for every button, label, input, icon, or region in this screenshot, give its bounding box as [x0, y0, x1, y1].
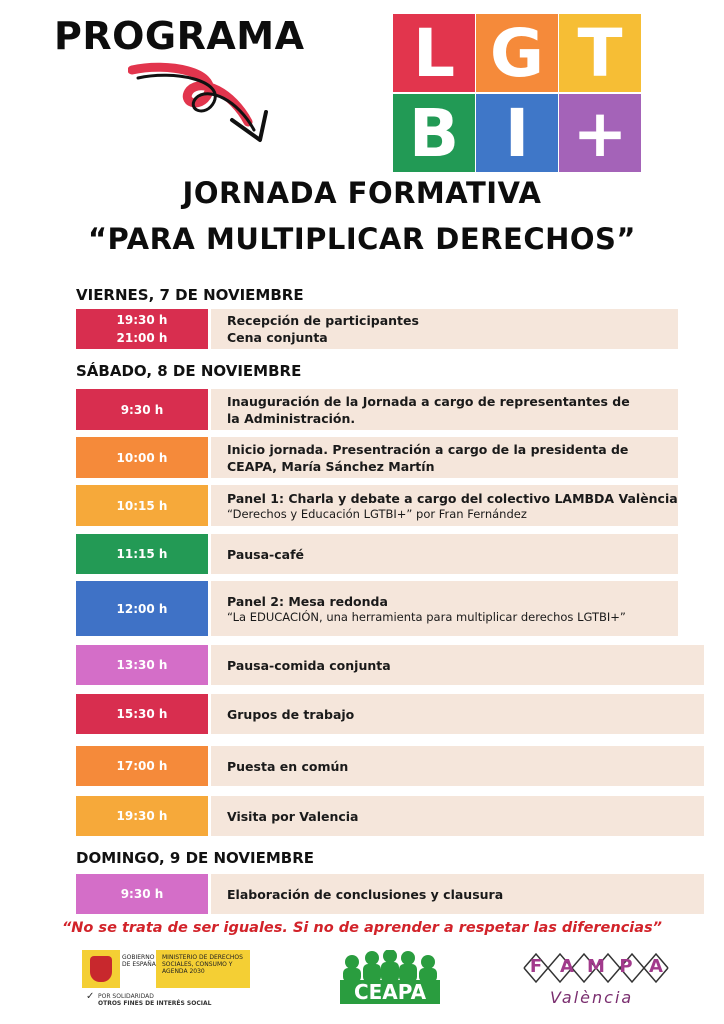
activity-box [211, 694, 704, 734]
time-label: 10:15 h [116, 498, 168, 513]
fampa-city: València [550, 988, 634, 1007]
activity-text: Recepción de participantes [227, 313, 419, 328]
time-box [76, 746, 208, 786]
schedule-row [76, 437, 678, 478]
logo-letter-g: G [476, 14, 558, 92]
activity-box [211, 437, 678, 478]
fampa-logo [522, 950, 670, 1014]
logo-letter-l: L [393, 14, 475, 92]
activity-text: Inauguración de la Jornada a cargo de representantes de [227, 393, 630, 409]
activity-box [211, 645, 704, 685]
time-box [76, 796, 208, 836]
logo-letter-plus: + [559, 94, 641, 172]
activity-box [211, 746, 704, 786]
time-label: 9:30 h [120, 402, 164, 417]
time-label: 12:00 h [116, 601, 168, 616]
day-header-domingo: DOMINGO, 9 DE NOVIEMBRE [76, 849, 314, 867]
ceapa-wordmark: CEAPA [340, 980, 440, 1004]
activity-subtitle: “Derechos y Educación LGTBI+” por Fran Fernández [227, 506, 527, 521]
activity-box [211, 874, 704, 914]
curved-arrow-icon [128, 62, 288, 152]
spain-crest-icon [90, 956, 112, 982]
time-box [76, 309, 208, 349]
schedule-row [76, 645, 704, 685]
closing-quote: “No se trata de ser iguales. Si no de aprender a respetar las diferencias” [61, 920, 663, 936]
ministerio-text: MINISTERIO DE DERECHOS SOCIALES, CONSUMO Y AGENDA 2030 [162, 954, 243, 975]
fampa-letter-a2: A [649, 956, 663, 977]
activity-text: Puesta en común [227, 758, 349, 774]
programa-heading: PROGRAMA [54, 14, 305, 58]
logo-letter-i: I [476, 94, 558, 172]
schedule-row [76, 485, 678, 526]
schedule-row [76, 746, 704, 786]
solidaridad-line-2: OTROS FINES DE INTERÉS SOCIAL [98, 1000, 212, 1007]
activity-text: Panel 1: Charla y debate a cargo del colectivo LAMBDA València [227, 490, 678, 506]
time-label: 15:30 h [116, 707, 168, 721]
solidaridad-line-1: POR SOLIDARIDAD [98, 993, 154, 1000]
time-label: 17:00 h [116, 759, 168, 773]
time-box [76, 437, 208, 478]
activity-text: CEAPA, María Sánchez Martín [227, 458, 435, 474]
time-box [76, 389, 208, 430]
gobierno-logo [82, 950, 250, 992]
time-box [76, 645, 208, 685]
activity-text: Elaboración de conclusiones y clausura [227, 886, 504, 902]
fampa-letter-a: A [560, 956, 574, 977]
schedule-row [76, 309, 678, 349]
activity-text: Panel 2: Mesa redonda [227, 593, 388, 609]
solidaridad-label [86, 991, 212, 1007]
time-label: 19:30 h [116, 809, 168, 823]
activity-subtitle: “La EDUCACIÓN, una herramienta para multiplicar derechos LGTBI+” [227, 609, 626, 624]
schedule-row [76, 874, 704, 914]
activity-box [211, 581, 678, 636]
activity-text: Pausa-café [227, 546, 304, 562]
activity-box [211, 485, 678, 526]
time-label: 11:15 h [116, 547, 168, 561]
time-box [76, 694, 208, 734]
title-line-1: JORNADA FORMATIVA [182, 176, 542, 210]
activity-box [211, 309, 678, 349]
gobierno-text: GOBIERNO DE ESPAÑA [122, 954, 156, 968]
activity-box [211, 796, 704, 836]
day-header-sabado: SÁBADO, 8 DE NOVIEMBRE [76, 362, 302, 380]
activity-text: Inicio jornada. Presentración a cargo de la presidenta de [227, 441, 629, 457]
schedule-row [76, 534, 678, 574]
fampa-letter-m: M [587, 956, 605, 977]
fampa-letter-p: P [619, 956, 633, 977]
time-label: 19:30 h [116, 313, 168, 327]
time-label: 9:30 h [120, 887, 164, 901]
checkmark-icon: ✓ [86, 991, 95, 1002]
activity-box [211, 534, 678, 574]
activity-text: la Administración. [227, 410, 356, 426]
people-group-icon [338, 950, 442, 984]
title-line-2: “PARA MULTIPLICAR DERECHOS” [88, 222, 636, 256]
time-label: 21:00 h [116, 331, 168, 345]
time-box [76, 485, 208, 526]
logo-letter-t: T [559, 14, 641, 92]
activity-text: Visita por Valencia [227, 808, 359, 824]
lgtbi-logo [393, 14, 644, 172]
activity-box [211, 389, 678, 430]
schedule-row [76, 389, 678, 430]
activity-text: Cena conjunta [227, 330, 328, 345]
schedule-row [76, 694, 704, 734]
activity-text: Pausa-comida conjunta [227, 657, 391, 673]
logo-letter-b: B [393, 94, 475, 172]
schedule-row [76, 581, 678, 636]
time-label: 13:30 h [116, 658, 168, 672]
ceapa-logo [338, 950, 442, 1006]
time-box [76, 534, 208, 574]
time-box [76, 874, 208, 914]
fampa-letter-f: F [529, 956, 543, 977]
day-header-viernes: VIERNES, 7 DE NOVIEMBRE [76, 286, 304, 304]
activity-text: Grupos de trabajo [227, 706, 355, 722]
time-label: 10:00 h [116, 450, 168, 465]
time-box [76, 581, 208, 636]
schedule-row [76, 796, 704, 836]
